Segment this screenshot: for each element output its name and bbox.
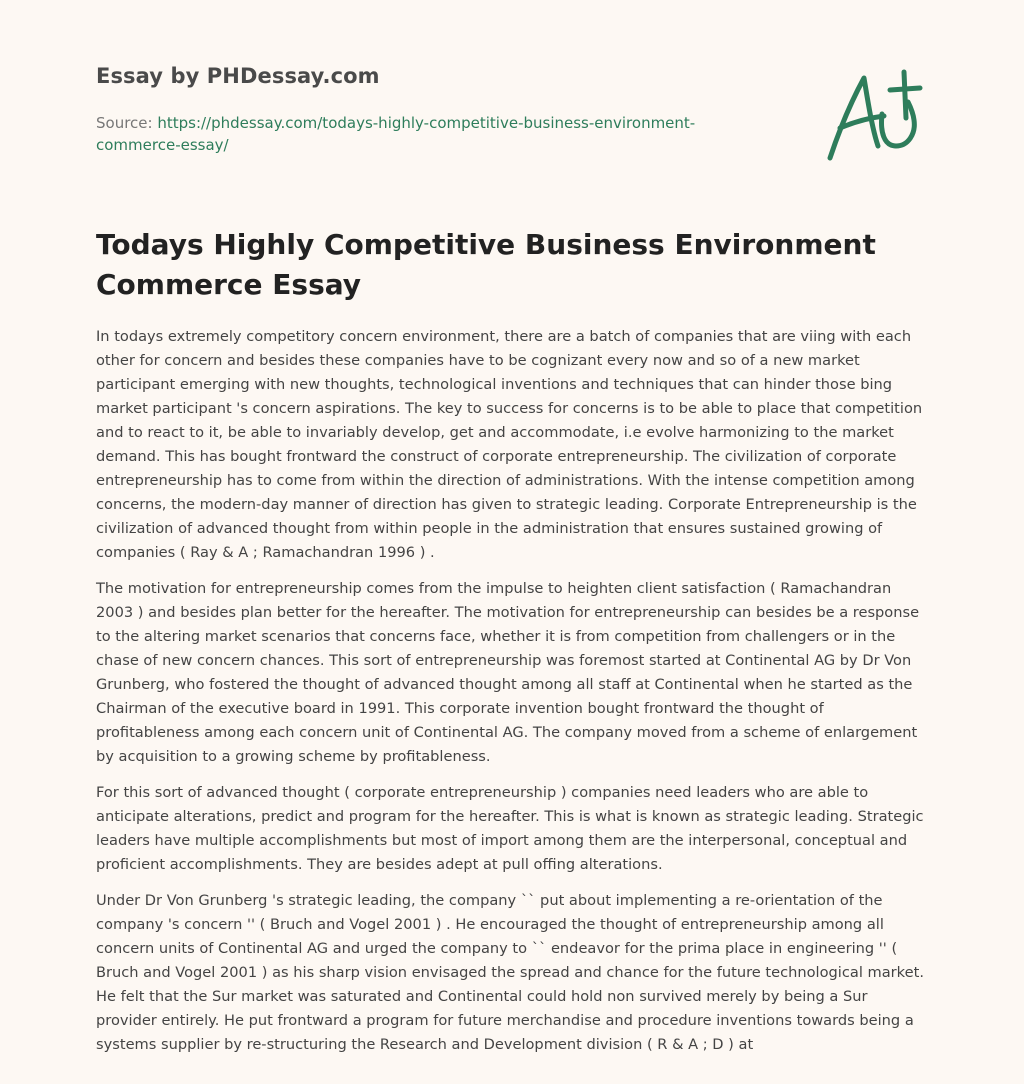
essay-paragraph-3: For this sort of advanced thought ( corporate entrepreneurship ) companies need leaders who are able to anticipate alterations, predict and program for the hereafter. This is what is known as strategic leading. Strategic leaders have multiple accomplishments but most of import among them are the interpersonal, conceptual and proficient accomplishments. They are besides adept at pull offing alterations. <box>96 784 924 873</box>
essay-paragraph-2: The motivation for entrepreneurship comes from the impulse to heighten client satisfaction ( Ramachandran 2003 ) and besides plan better for the hereafter. The motivation for entrepreneurship can besides be a response to the altering market scenarios that concerns face, whether it is from competition from challengers or in the chase of new concern chances. This sort of entrepreneurship was foremost started at Continental AG by Dr Von Grunberg, who fostered the thought of advanced thought among all staff at Continental when he started as the Chairman of the executive board in 1991. This corporate invention bought frontward the thought of profitableness among each concern unit of Continental AG. The company moved from a scheme of enlargement by acquisition to a growing scheme by profitableness. <box>96 580 920 765</box>
essay-paragraph-1: In todays extremely competitory concern environment, there are a batch of companies that are viing with each other for concern and besides these companies have to be cognizant every now and so of a new market participant emerging with new thoughts, technological inventions and techniques that can hinder those bing market participant 's concern aspirations. The key to success for concerns is to be able to place that competition and to react to it, be able to invariably develop, get and accommodate, i.e evolve harmonizing to the market demand. This has bought frontward the construct of corporate entrepreneurship. The civilization of corporate entrepreneurship has to come from within the direction of administrations. With the intense competition among concerns, the modern-day manner of direction has given to strategic leading. Corporate Entrepreneurship is the civilization of advanced thought from within people in the administration that ensures sustained growing of companies ( Ray & A ; Ramachandran 1996 ) . <box>96 328 923 561</box>
essay-title: Todays Highly Competitive Business Environment Commerce Essay <box>96 228 876 301</box>
site-brand: Essay by PHDessay.com <box>96 64 380 88</box>
source-label: Source: <box>96 114 158 132</box>
essay-paragraph-4: Under Dr Von Grunberg 's strategic leading, the company `` put about implementing a re-orientation of the company 's concern '' ( Bruch and Vogel 2001 ) . He encouraged the thought of entrepreneurship among all concern units of Continental AG and urged the company to `` endeavor for the prima place in engineering '' ( Bruch and Vogel 2001 ) as his sharp vision envisaged the spread and chance for the future technological market. He felt that the Sur market was saturated and Continental could hold non survived merely by being a Sur provider entirely. He put frontward a program for future merchandise and procedure inventions towards being a systems supplier by re-structuring the Research and Development division ( R & A ; D ) at <box>96 892 924 1053</box>
source-link[interactable]: https://phdessay.com/todays-highly-competitive-business-environment-commerce-essay/ <box>96 114 696 154</box>
source-line <box>96 112 736 156</box>
a-plus-icon <box>824 66 928 166</box>
essay-body <box>96 325 928 1069</box>
